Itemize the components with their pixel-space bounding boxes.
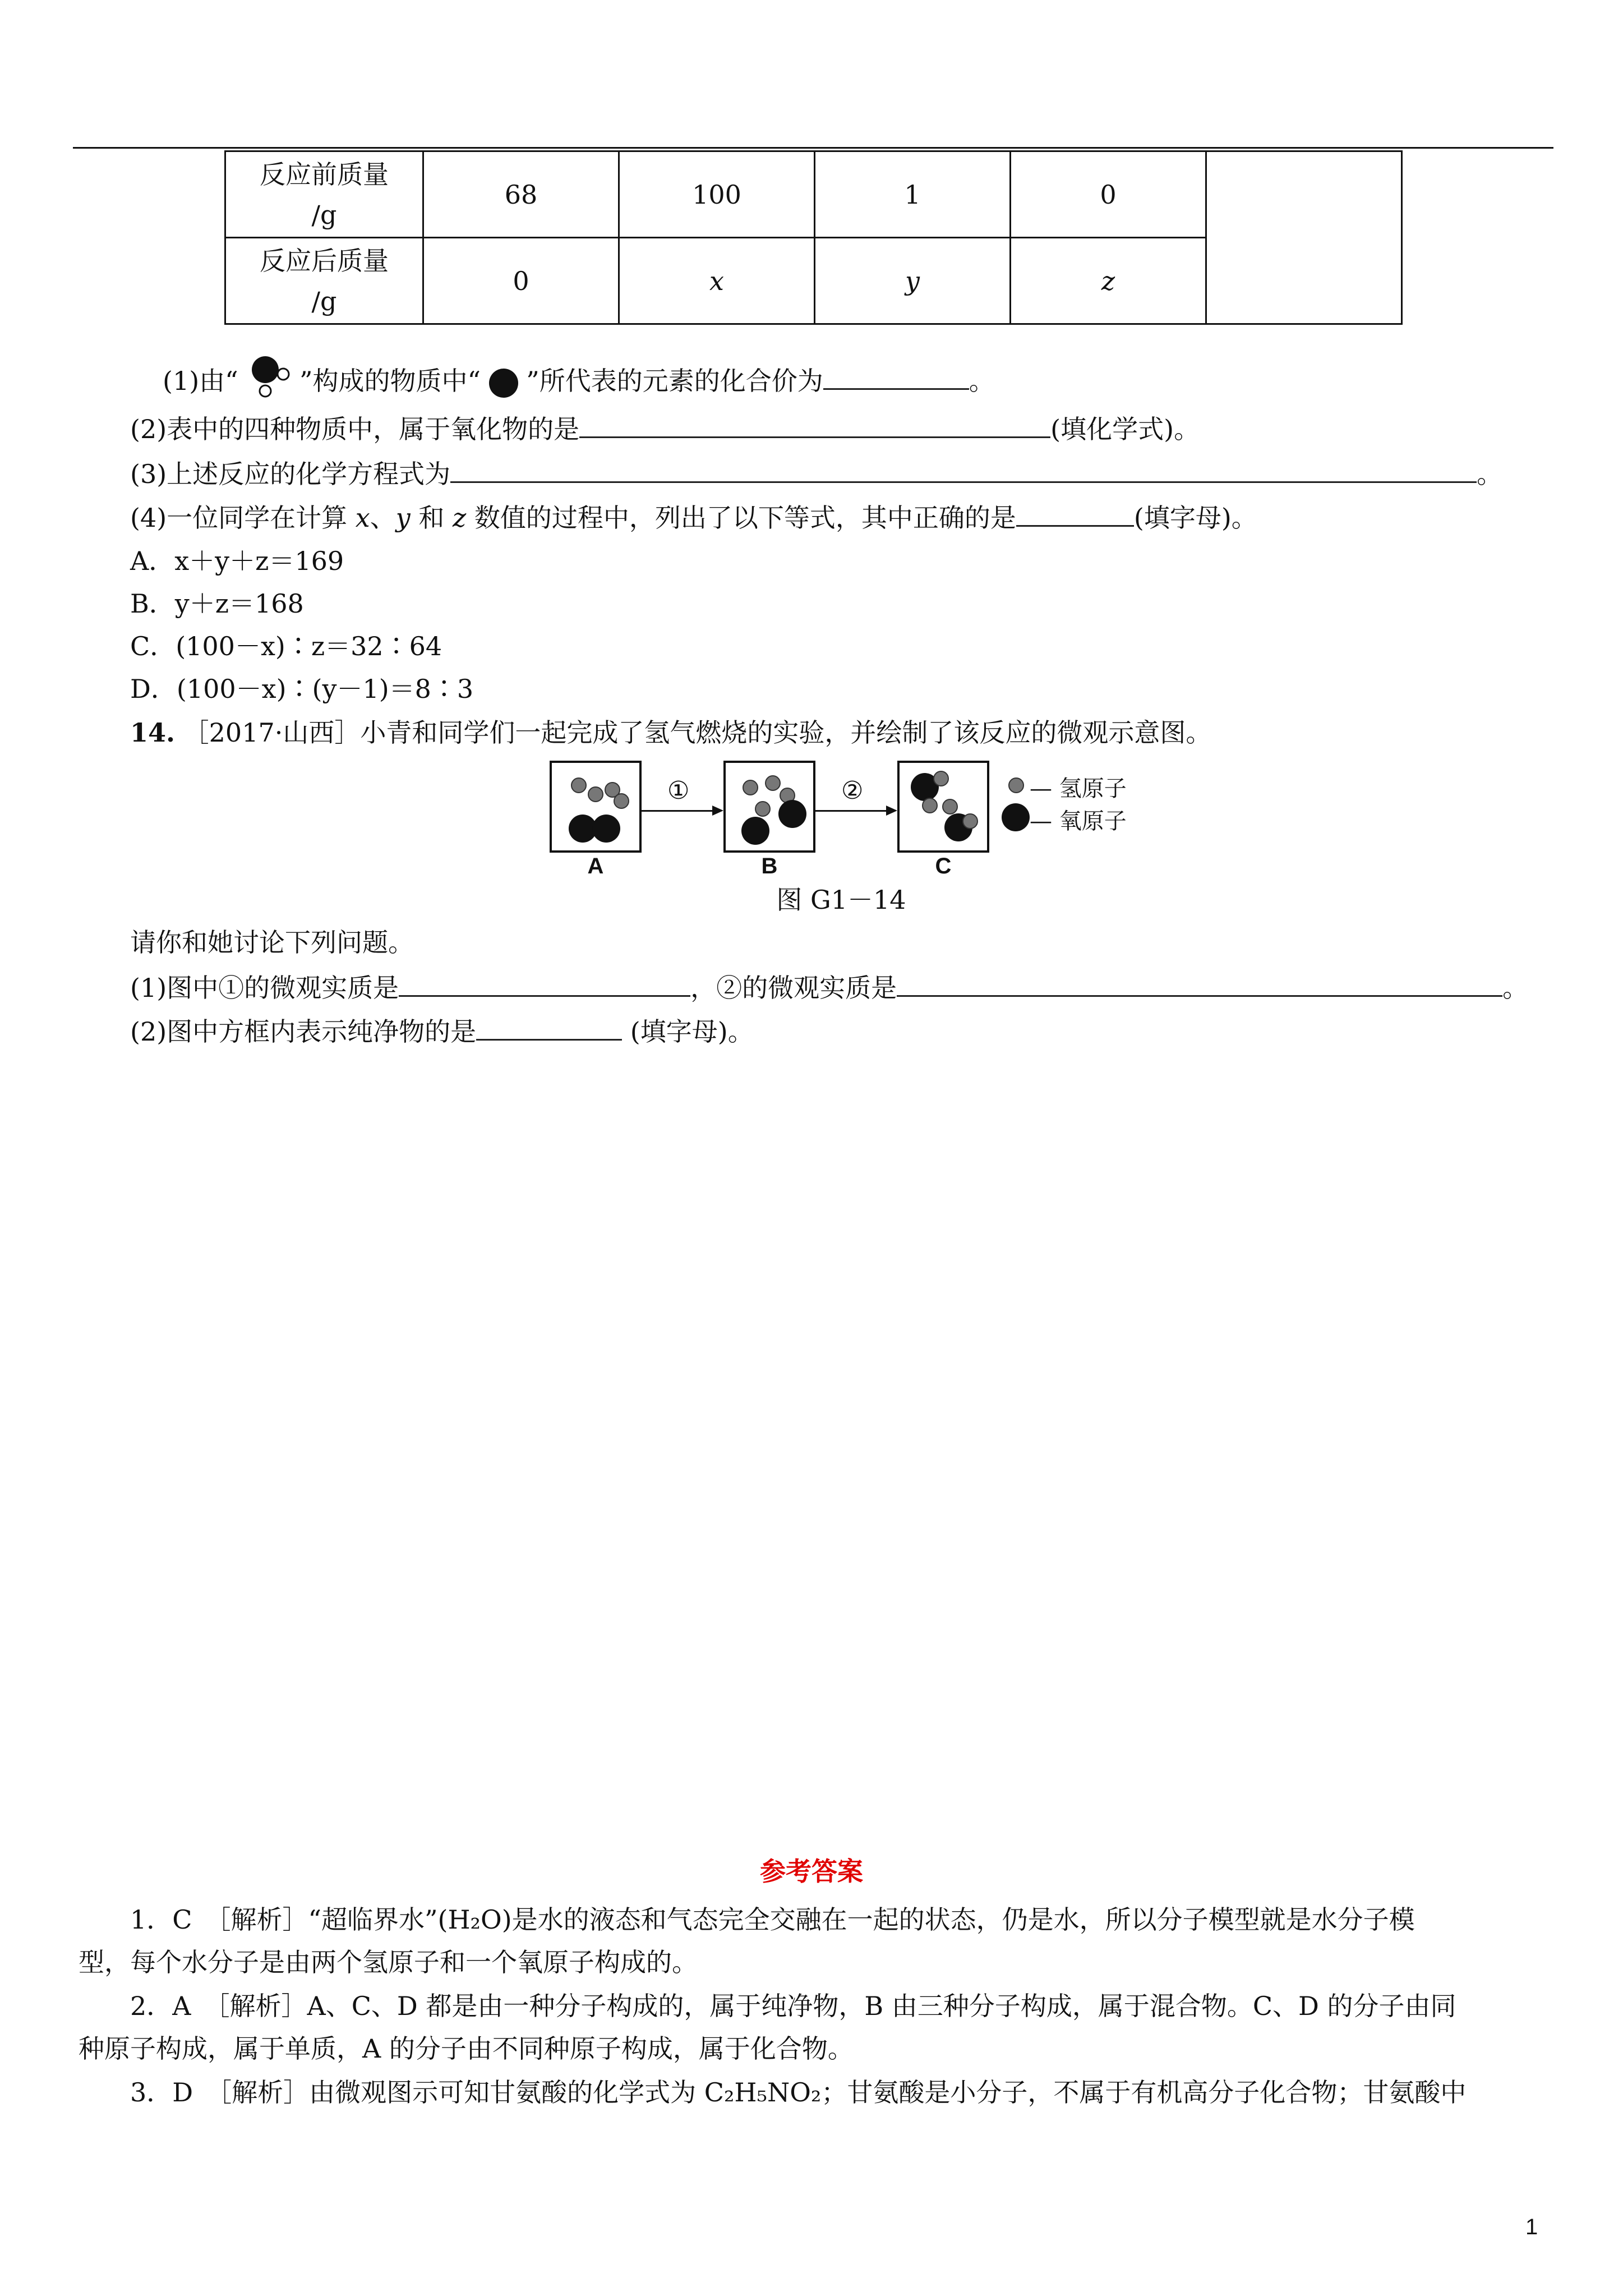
hydrogen-atom [765, 775, 781, 791]
q13-p2-text-b: (填化学式)。 [1050, 414, 1200, 444]
var-y: y [905, 265, 920, 296]
answer-blank[interactable] [476, 1014, 622, 1041]
hydrogen-atom [755, 801, 771, 817]
legend-oxygen-label: — 氧原子 [1030, 808, 1127, 834]
table-cell [815, 238, 1011, 324]
answer-2-line1: 2．A ［解析］A、C、D 都是由一种分子构成的，属于纯净物，B 由三种分子构成，属于混合物。C、D 的分子由同 [130, 1991, 1456, 2021]
question-number: 14. [130, 717, 176, 748]
answer-1-line1: 1．C ［解析］“超临界水”(H₂O)是水的液态和气态完全交融在一起的状态，仍是水，所以分子模型就是水分子模 [130, 1904, 1415, 1935]
q13-part1 [163, 364, 995, 400]
q14-stem-text: ［2017·山西］小青和同学们一起完成了氢气燃烧的实验，并绘制了该反应的微观示意图。 [183, 717, 1212, 748]
row-label-line1: 反应后质量 [260, 245, 389, 276]
answer-1-line2: 型，每个水分子是由两个氢原子和一个氧原子构成的。 [79, 1947, 698, 1977]
molecule-svg [246, 353, 291, 398]
option-d: D．(100－x)∶(y－1)＝8∶3 [130, 674, 474, 704]
table-cell-empty [1206, 151, 1402, 324]
hydrogen-atom [571, 777, 587, 793]
box-a-label: A [587, 854, 604, 878]
hydrogen-atom [942, 799, 958, 815]
answer-blank[interactable] [579, 412, 1050, 438]
and-text: 和 [418, 503, 445, 533]
q13-p3-text-a: (3)上述反应的化学方程式为 [130, 459, 451, 489]
q14-p1-end: 。 [1502, 973, 1529, 1003]
answer-3-line1: 3．D ［解析］由微观图示可知甘氨酸的化学式为 C₂H₅NO₂；甘氨酸是小分子，不属于有机高分子化合物；甘氨酸中 [130, 2077, 1467, 2108]
q13-p1-end: 。 [969, 366, 995, 396]
legend-hydrogen-icon [1008, 777, 1024, 793]
header-rule [73, 147, 1553, 149]
q13-p1-text-a: (1)由“ [163, 366, 238, 396]
q13-p1-text-c: ”所代表的元素的化合价为 [526, 366, 823, 396]
var-y: y [395, 503, 411, 533]
q13-part4 [130, 500, 1257, 535]
q14-part1 [130, 970, 1528, 1005]
var-x: x [355, 503, 370, 533]
var-z: z [453, 503, 467, 533]
row-label [225, 238, 423, 324]
oxygen-atom [778, 800, 806, 828]
mass-table [224, 150, 1403, 325]
answer-blank[interactable] [823, 364, 969, 390]
answer-blank[interactable] [450, 457, 1477, 483]
box-c [897, 761, 989, 853]
table-cell: 0 [423, 238, 619, 324]
box-c-label: C [935, 854, 952, 878]
legend-oxygen-icon [1002, 803, 1030, 831]
table-cell [1011, 238, 1206, 324]
arrow-2-head [886, 806, 897, 816]
hydrogen-atom [614, 793, 629, 809]
q13-p4-text-b: 数值的过程中，列出了以下等式，其中正确的是 [474, 503, 1016, 533]
arrow-2-line [815, 810, 888, 812]
answer-blank[interactable] [1016, 500, 1134, 527]
var-z: z [1101, 265, 1115, 296]
q14-p1-text-b: ，②的微观实质是 [690, 973, 897, 1003]
q13-p2-text-a: (2)表中的四种物质中，属于氧化物的是 [130, 414, 580, 444]
q14-p2-text-b: (填字母)。 [630, 1016, 754, 1047]
step-1-label: ① [667, 776, 690, 805]
q13-part3 [130, 457, 1502, 491]
box-b-label: B [761, 854, 778, 878]
figure-caption: 图 G1－14 [776, 885, 906, 915]
box-b [723, 761, 815, 853]
black-atom-icon [489, 369, 518, 398]
table-row [225, 151, 1402, 238]
row-label-line2: /g [311, 199, 337, 230]
answer-blank[interactable] [399, 970, 690, 997]
sep: 、 [370, 503, 396, 533]
q13-p1-text-b: ”构成的物质中“ [299, 366, 481, 396]
q14-p2-text-a: (2)图中方框内表示纯净物的是 [130, 1016, 477, 1047]
arrow-1-head [712, 806, 723, 816]
hydrogen-atom [922, 798, 938, 813]
option-a: A．x＋y＋z＝169 [130, 546, 344, 576]
arrow-1-line [642, 810, 714, 812]
molecule-icon [246, 366, 291, 400]
row-label [225, 151, 423, 238]
table-cell: 68 [423, 151, 619, 238]
q13-p3-end: 。 [1477, 459, 1503, 489]
row-label-line2: /g [311, 286, 337, 316]
q14-part2 [130, 1014, 754, 1048]
q13-p4-text-c: (填字母)。 [1133, 503, 1257, 533]
row-label-line1: 反应前质量 [260, 159, 389, 190]
q14-stem [130, 716, 1211, 749]
answers-title: 参考答案 [760, 1856, 863, 1887]
q13-p4-text-a: (4)一位同学在计算 [130, 503, 348, 533]
legend-hydrogen-label: — 氢原子 [1030, 776, 1127, 802]
oxygen-atom [741, 817, 769, 845]
table-cell: 0 [1011, 151, 1206, 238]
hydrogen-atom [743, 780, 758, 795]
page-number: 1 [1525, 2215, 1538, 2239]
answer-2-line2: 种原子构成，属于单质，A 的分子由不同种原子构成，属于化合物。 [79, 2033, 854, 2064]
q14-p1-text-a: (1)图中①的微观实质是 [130, 973, 399, 1003]
table-cell: 1 [815, 151, 1011, 238]
var-x: x [709, 265, 724, 296]
hydrogen-atom [962, 813, 978, 829]
oxygen-atom [592, 815, 620, 843]
answer-blank[interactable] [897, 970, 1502, 997]
table-cell: 100 [619, 151, 815, 238]
q13-part2 [130, 412, 1200, 446]
option-b: B．y＋z＝168 [130, 588, 304, 619]
step-2-label: ② [841, 776, 864, 805]
option-c: C．(100－x)∶z＝32∶64 [130, 631, 442, 661]
q14-intro: 请你和她讨论下列问题。 [130, 927, 414, 958]
table-cell [619, 238, 815, 324]
box-a [550, 761, 642, 853]
hydrogen-atom [588, 786, 603, 802]
hydrogen-atom [933, 771, 949, 786]
